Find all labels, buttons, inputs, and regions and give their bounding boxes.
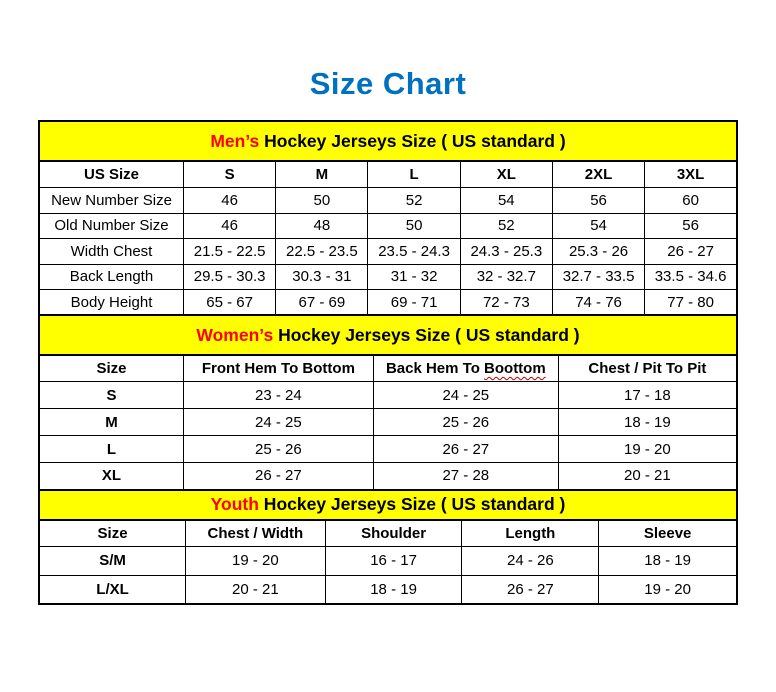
table-row <box>39 546 737 575</box>
table-cell: 27 - 28 <box>373 463 558 490</box>
table-cell: 33.5 - 34.6 <box>645 264 737 290</box>
table-cell: 24 - 25 <box>373 382 558 409</box>
row-label: Width Chest <box>39 239 184 265</box>
column-header: US Size <box>39 161 184 188</box>
table-row <box>39 213 737 239</box>
row-label: New Number Size <box>39 188 184 214</box>
column-header: 2XL <box>552 161 644 188</box>
table-cell: 54 <box>460 188 552 214</box>
table-cell: 31 - 32 <box>368 264 460 290</box>
column-header: Shoulder <box>325 520 462 547</box>
youth-table-heading <box>39 490 737 520</box>
table-cell: 54 <box>552 213 644 239</box>
table-cell: 32.7 - 33.5 <box>552 264 644 290</box>
row-label: XL <box>39 463 183 490</box>
column-header <box>373 355 558 382</box>
youth-column-header-row <box>39 520 737 547</box>
row-label: L <box>39 436 183 463</box>
youth-heading-rest: Hockey Jerseys Size ( US standard ) <box>258 494 566 514</box>
table-cell: 25 - 26 <box>183 436 373 463</box>
table-row <box>39 264 737 290</box>
table-cell: 56 <box>552 188 644 214</box>
mens-heading-rest: Hockey Jerseys Size ( US standard ) <box>259 130 566 151</box>
table-row <box>39 290 737 316</box>
table-cell: 29.5 - 30.3 <box>184 264 276 290</box>
table-cell: 24.3 - 25.3 <box>460 239 552 265</box>
mens-size-table <box>38 120 738 316</box>
table-cell: 20 - 21 <box>558 463 737 490</box>
table-cell: 17 - 18 <box>558 382 737 409</box>
column-header: S <box>184 161 276 188</box>
row-label: Back Length <box>39 264 184 290</box>
table-cell: 21.5 - 22.5 <box>184 239 276 265</box>
column-header: M <box>276 161 368 188</box>
table-cell: 46 <box>184 213 276 239</box>
column-header: Size <box>39 355 183 382</box>
table-cell: 50 <box>276 188 368 214</box>
table-cell: 60 <box>645 188 737 214</box>
table-row <box>39 436 737 463</box>
table-cell: 20 - 21 <box>186 575 326 604</box>
table-cell: 22.5 - 23.5 <box>276 239 368 265</box>
table-cell: 25.3 - 26 <box>552 239 644 265</box>
misspelled-word-underline: Boottom <box>484 360 546 377</box>
page-title: Size Chart <box>309 66 467 101</box>
column-header: Chest / Pit To Pit <box>558 355 737 382</box>
table-cell: 69 - 71 <box>368 290 460 316</box>
table-cell: 52 <box>460 213 552 239</box>
table-row <box>39 463 737 490</box>
mens-column-header-row <box>39 161 737 188</box>
column-header: Length <box>462 520 599 547</box>
row-label: Old Number Size <box>39 213 184 239</box>
table-row <box>39 239 737 265</box>
table-cell: 24 - 26 <box>462 546 599 575</box>
row-label: L/XL <box>39 575 186 604</box>
womens-table-heading <box>39 315 737 355</box>
table-cell: 18 - 19 <box>558 409 737 436</box>
womens-size-table <box>38 314 738 491</box>
table-cell: 26 - 27 <box>462 575 599 604</box>
table-row <box>39 382 737 409</box>
womens-heading-rest: Hockey Jerseys Size ( US standard ) <box>273 324 580 345</box>
column-header: Chest / Width <box>186 520 326 547</box>
table-row <box>39 188 737 214</box>
table-cell: 65 - 67 <box>184 290 276 316</box>
row-label: S <box>39 382 183 409</box>
table-cell: 67 - 69 <box>276 290 368 316</box>
table-cell: 46 <box>184 188 276 214</box>
column-header: L <box>368 161 460 188</box>
table-row <box>39 575 737 604</box>
womens-table-heading-row <box>39 315 737 355</box>
table-cell: 18 - 19 <box>599 546 737 575</box>
youth-size-table <box>38 489 738 606</box>
table-cell: 25 - 26 <box>373 409 558 436</box>
table-cell: 19 - 20 <box>186 546 326 575</box>
table-cell: 24 - 25 <box>183 409 373 436</box>
table-cell: 56 <box>645 213 737 239</box>
table-cell: 26 - 27 <box>183 463 373 490</box>
column-header: Size <box>39 520 186 547</box>
table-cell: 72 - 73 <box>460 290 552 316</box>
table-cell: 18 - 19 <box>325 575 462 604</box>
table-cell: 16 - 17 <box>325 546 462 575</box>
column-header: Front Hem To Bottom <box>183 355 373 382</box>
table-cell: 52 <box>368 188 460 214</box>
youth-table-heading-row <box>39 490 737 520</box>
column-header: 3XL <box>645 161 737 188</box>
row-label: Body Height <box>39 290 184 316</box>
row-label: M <box>39 409 183 436</box>
table-cell: 77 - 80 <box>645 290 737 316</box>
size-chart-tables <box>38 120 738 605</box>
column-header-text: Back Hem To <box>385 360 485 377</box>
womens-heading-highlight: Women’s <box>196 324 274 345</box>
table-cell: 19 - 20 <box>599 575 737 604</box>
table-cell: 74 - 76 <box>552 290 644 316</box>
mens-table-heading-row <box>39 121 737 161</box>
womens-column-header-row <box>39 355 737 382</box>
mens-table-heading <box>39 121 737 161</box>
table-cell: 26 - 27 <box>373 436 558 463</box>
table-cell: 50 <box>368 213 460 239</box>
column-header: XL <box>460 161 552 188</box>
table-cell: 48 <box>276 213 368 239</box>
table-cell: 30.3 - 31 <box>276 264 368 290</box>
table-cell: 23.5 - 24.3 <box>368 239 460 265</box>
table-cell: 23 - 24 <box>183 382 373 409</box>
table-row <box>39 409 737 436</box>
table-cell: 19 - 20 <box>558 436 737 463</box>
row-label: S/M <box>39 546 186 575</box>
column-header: Sleeve <box>599 520 737 547</box>
youth-heading-highlight: Youth <box>210 494 259 514</box>
table-cell: 26 - 27 <box>645 239 737 265</box>
mens-heading-highlight: Men’s <box>210 130 260 151</box>
table-cell: 32 - 32.7 <box>460 264 552 290</box>
